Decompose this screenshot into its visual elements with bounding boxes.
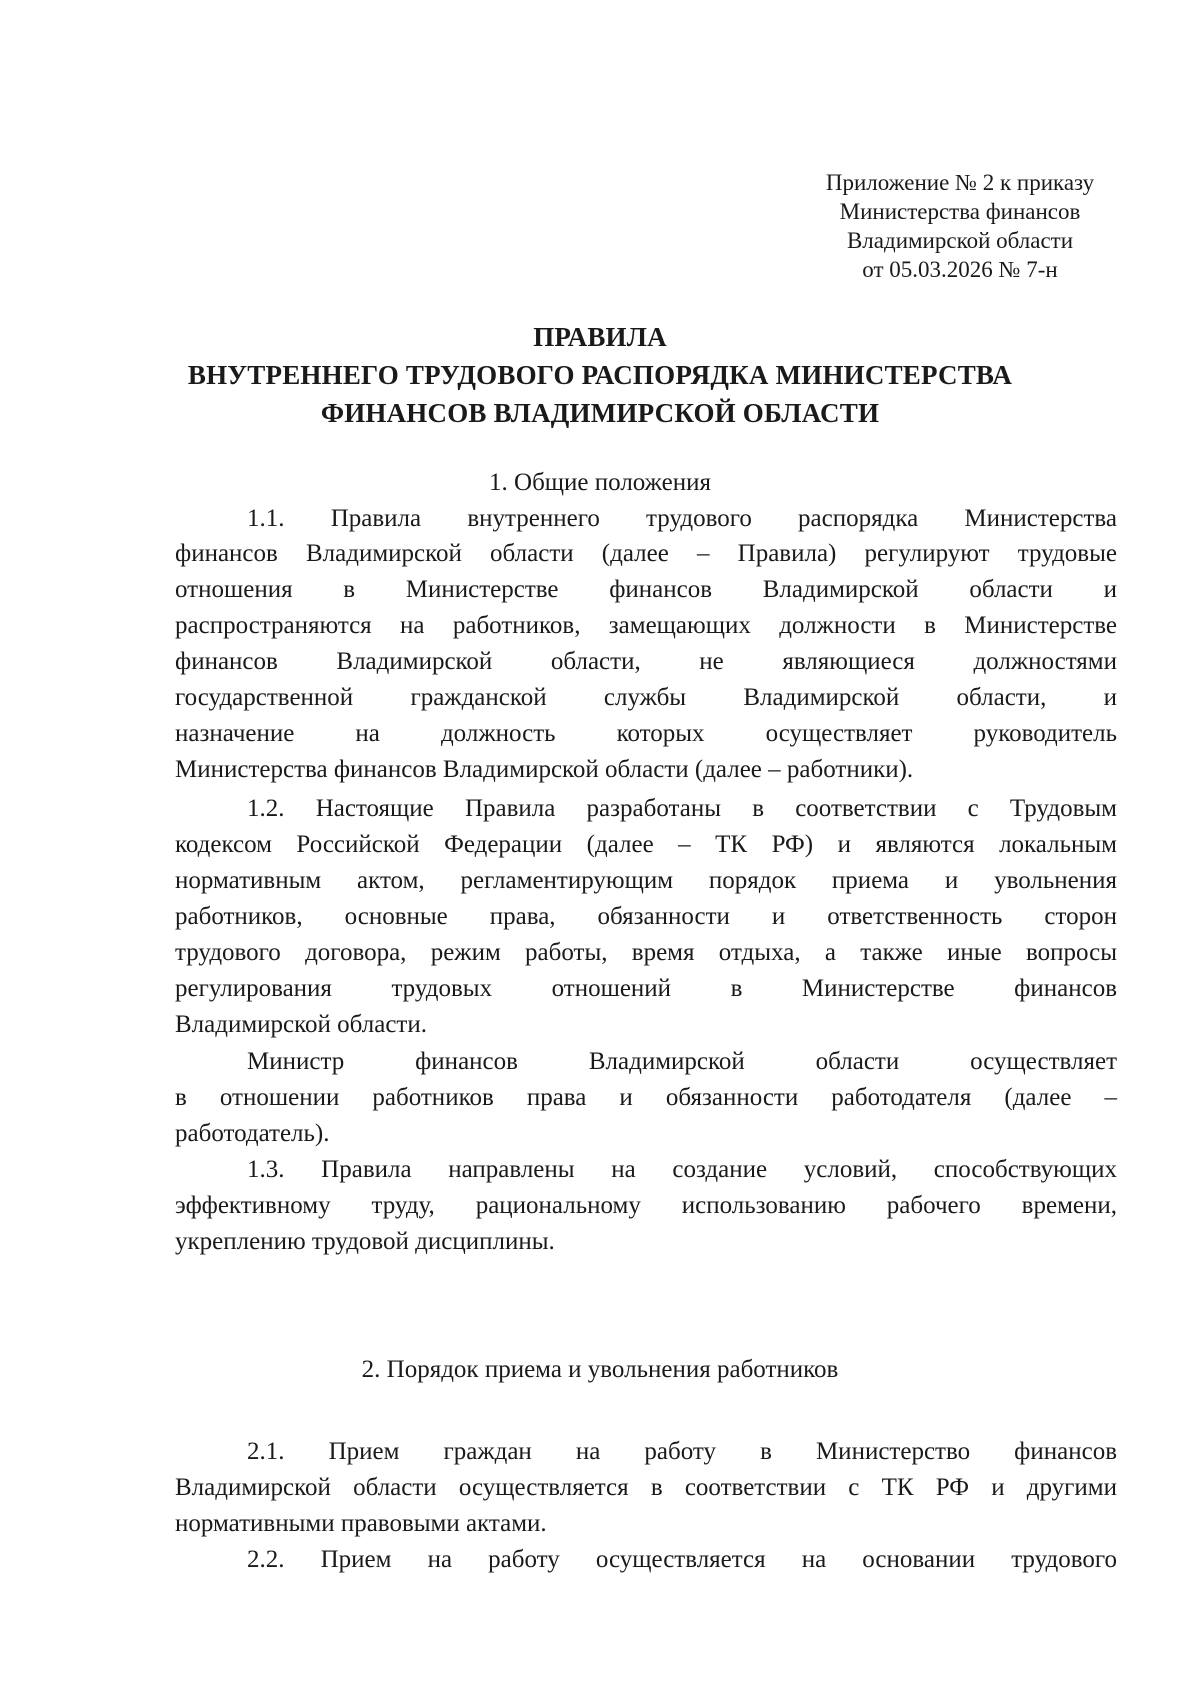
paragraph-line: 1.3. Правила направлены на создание условий, способствующих <box>247 1156 1117 1183</box>
paragraph-line: нормативными правовыми актами. <box>175 1510 547 1537</box>
paragraph-line: назначение на должность которых осуществляет руководитель <box>175 720 1117 747</box>
document-title-line-3: ФИНАНСОВ ВЛАДИМИРСКОЙ ОБЛАСТИ <box>320 398 880 428</box>
paragraph-line: кодексом Российской Федерации (далее – ТК РФ) и являются локальным <box>175 831 1117 858</box>
approval-line-1: Приложение № 2 к приказу <box>825 170 1095 195</box>
paragraph-line: 1.2. Настоящие Правила разработаны в соответствии с Трудовым <box>247 795 1117 822</box>
paragraph-line: укреплению трудовой дисциплины. <box>175 1228 555 1255</box>
paragraph-line: в отношении работников права и обязанности работодателя (далее – <box>175 1084 1117 1111</box>
paragraph-line: Министр финансов Владимирской области осуществляет <box>247 1048 1117 1075</box>
approval-line-4: от 05.03.2026 № 7-н <box>862 257 1058 282</box>
paragraph-line: отношения в Министерстве финансов Владимирской области и <box>175 576 1117 603</box>
paragraph-line: регулирования трудовых отношений в Министерстве финансов <box>175 975 1117 1002</box>
paragraph-line: распространяются на работников, замещающих должности в Министерстве <box>175 612 1117 639</box>
document-title-line-1: ПРАВИЛА <box>533 322 667 352</box>
approval-line-2: Министерства финансов <box>839 199 1081 224</box>
paragraph-line: эффективному труду, рациональному использованию рабочего времени, <box>175 1192 1117 1219</box>
section-heading-general: 1. Общие положения <box>489 469 711 496</box>
paragraph-line: Владимирской области. <box>175 1011 427 1038</box>
paragraph-line: 1.1. Правила внутреннего трудового распорядка Министерства <box>247 505 1117 532</box>
approval-stamp-text <box>780 168 1140 284</box>
paragraph-line: финансов Владимирской области (далее – Правила) регулируют трудовые <box>175 540 1117 567</box>
paragraph-line: нормативным актом, регламентирующим порядок приема и увольнения <box>175 867 1117 894</box>
paragraph-line: Министерства финансов Владимирской области (далее – работники). <box>175 756 914 783</box>
document-title-line-2: ВНУТРЕННЕГО ТРУДОВОГО РАСПОРЯДКА МИНИСТЕРСТВА <box>187 360 1013 390</box>
paragraph-line: трудового договора, режим работы, время отдыха, а также иные вопросы <box>175 939 1117 966</box>
paragraph-line: 2.1. Прием граждан на работу в Министерство финансов <box>247 1438 1117 1465</box>
paragraph-line: государственной гражданской службы Владимирской области, и <box>175 684 1117 711</box>
paragraph-line: работников, основные права, обязанности и ответственность сторон <box>175 903 1117 930</box>
paragraph-line: 2.2. Прием на работу осуществляется на основании трудового <box>247 1546 1117 1573</box>
paragraph-line: финансов Владимирской области, не являющиеся должностями <box>175 648 1117 675</box>
paragraph-line: Владимирской области осуществляется в соответствии с ТК РФ и другими <box>175 1474 1117 1501</box>
approval-line-3: Владимирской области <box>846 228 1074 253</box>
paragraph-line: работодатель). <box>175 1120 330 1147</box>
section-heading-hiring: 2. Порядок приема и увольнения работников <box>361 1356 839 1383</box>
